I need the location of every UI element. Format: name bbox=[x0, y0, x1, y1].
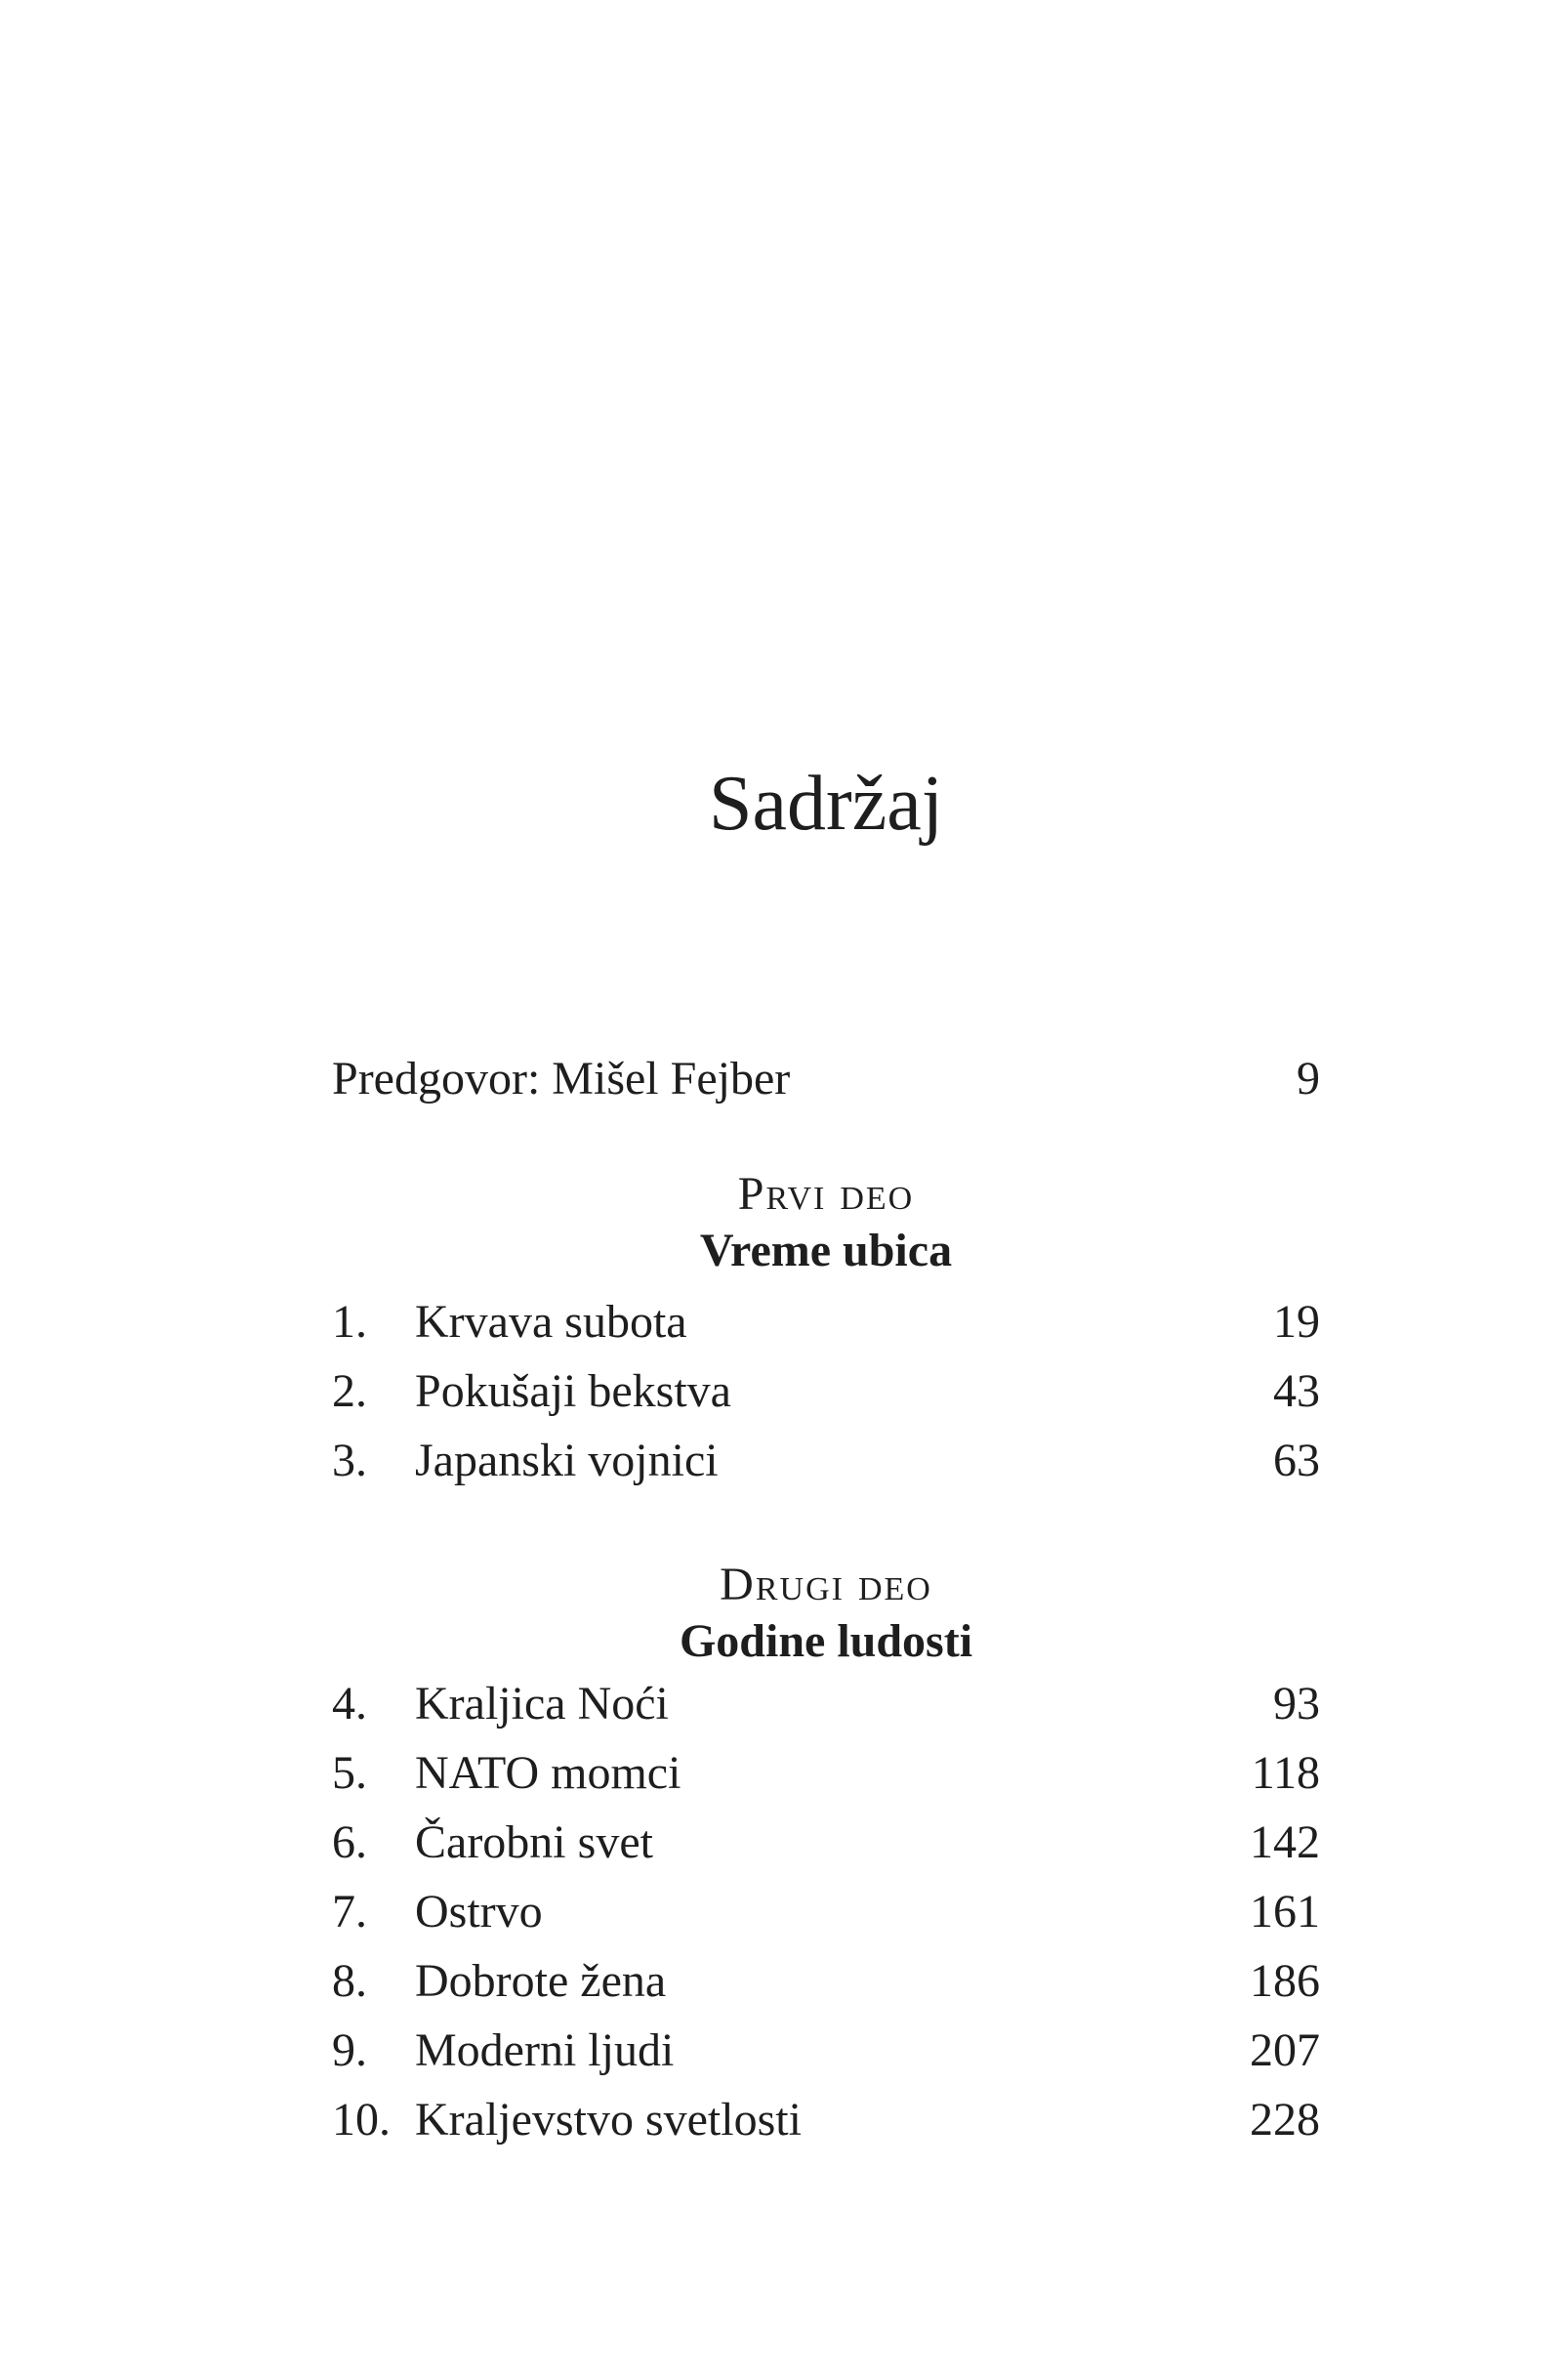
part-2-label: Drugi deo bbox=[720, 1559, 932, 1610]
chapter-title: Japanski vojnici bbox=[415, 1435, 719, 1486]
toc-entry bbox=[332, 1287, 1320, 1356]
chapter-title: Čarobni svet bbox=[415, 1816, 653, 1868]
chapter-page-number: 118 bbox=[1251, 1747, 1320, 1799]
chapter-page-number: 186 bbox=[1250, 1955, 1320, 2007]
preface-entry bbox=[332, 1044, 1320, 1113]
toc-entry bbox=[332, 1738, 1320, 1808]
chapter-page-number: 19 bbox=[1273, 1296, 1320, 1348]
toc-entry bbox=[332, 1356, 1320, 1426]
chapter-page-number: 43 bbox=[1273, 1365, 1320, 1417]
chapter-list-part-2 bbox=[332, 1669, 1320, 2154]
toc-entry bbox=[332, 2085, 1320, 2154]
chapter-number: 3. bbox=[332, 1435, 367, 1486]
toc-entry bbox=[332, 1426, 1320, 1495]
section-heading-part-2 bbox=[332, 1557, 1320, 1670]
toc-entry bbox=[332, 1669, 1320, 1738]
page-title: Sadržaj bbox=[709, 761, 943, 847]
part-2-subtitle: Godine ludosti bbox=[679, 1615, 973, 1667]
chapter-title: Kraljevstvo svetlosti bbox=[415, 2094, 802, 2146]
toc-entry bbox=[332, 1808, 1320, 1877]
chapter-number: 1. bbox=[332, 1296, 367, 1348]
chapter-page-number: 207 bbox=[1250, 2024, 1320, 2076]
chapter-title: Dobrote žena bbox=[415, 1955, 667, 2007]
chapter-title: Moderni ljudi bbox=[415, 2024, 675, 2076]
toc-entry bbox=[332, 1946, 1320, 2016]
toc-entry bbox=[332, 2016, 1320, 2085]
chapter-number: 9. bbox=[332, 2024, 367, 2076]
chapter-title: Pokušaji bekstva bbox=[415, 1365, 731, 1417]
chapter-list-part-1 bbox=[332, 1287, 1320, 1495]
chapter-page-number: 161 bbox=[1250, 1886, 1320, 1938]
chapter-number: 4. bbox=[332, 1678, 367, 1730]
chapter-number: 5. bbox=[332, 1747, 367, 1799]
part-1-label: Prvi deo bbox=[737, 1168, 915, 1220]
chapter-number: 2. bbox=[332, 1365, 367, 1417]
chapter-title: Kraljica Noći bbox=[415, 1678, 669, 1730]
chapter-title: Krvava subota bbox=[415, 1296, 687, 1348]
chapter-page-number: 63 bbox=[1273, 1435, 1320, 1486]
chapter-number: 6. bbox=[332, 1816, 367, 1868]
chapter-title: NATO momci bbox=[415, 1747, 681, 1799]
preface-label: Predgovor: Mišel Fejber bbox=[332, 1053, 791, 1105]
chapter-page-number: 142 bbox=[1250, 1816, 1320, 1868]
chapter-page-number: 93 bbox=[1273, 1678, 1320, 1730]
chapter-title: Ostrvo bbox=[415, 1886, 543, 1938]
chapter-number: 10. bbox=[332, 2094, 391, 2146]
chapter-page-number: 228 bbox=[1250, 2094, 1320, 2146]
preface-page-number: 9 bbox=[1297, 1053, 1320, 1105]
chapter-number: 7. bbox=[332, 1886, 367, 1938]
chapter-number: 8. bbox=[332, 1955, 367, 2007]
part-1-subtitle: Vreme ubica bbox=[699, 1225, 953, 1276]
section-heading-part-1 bbox=[332, 1166, 1320, 1279]
toc-entry bbox=[332, 1877, 1320, 1946]
